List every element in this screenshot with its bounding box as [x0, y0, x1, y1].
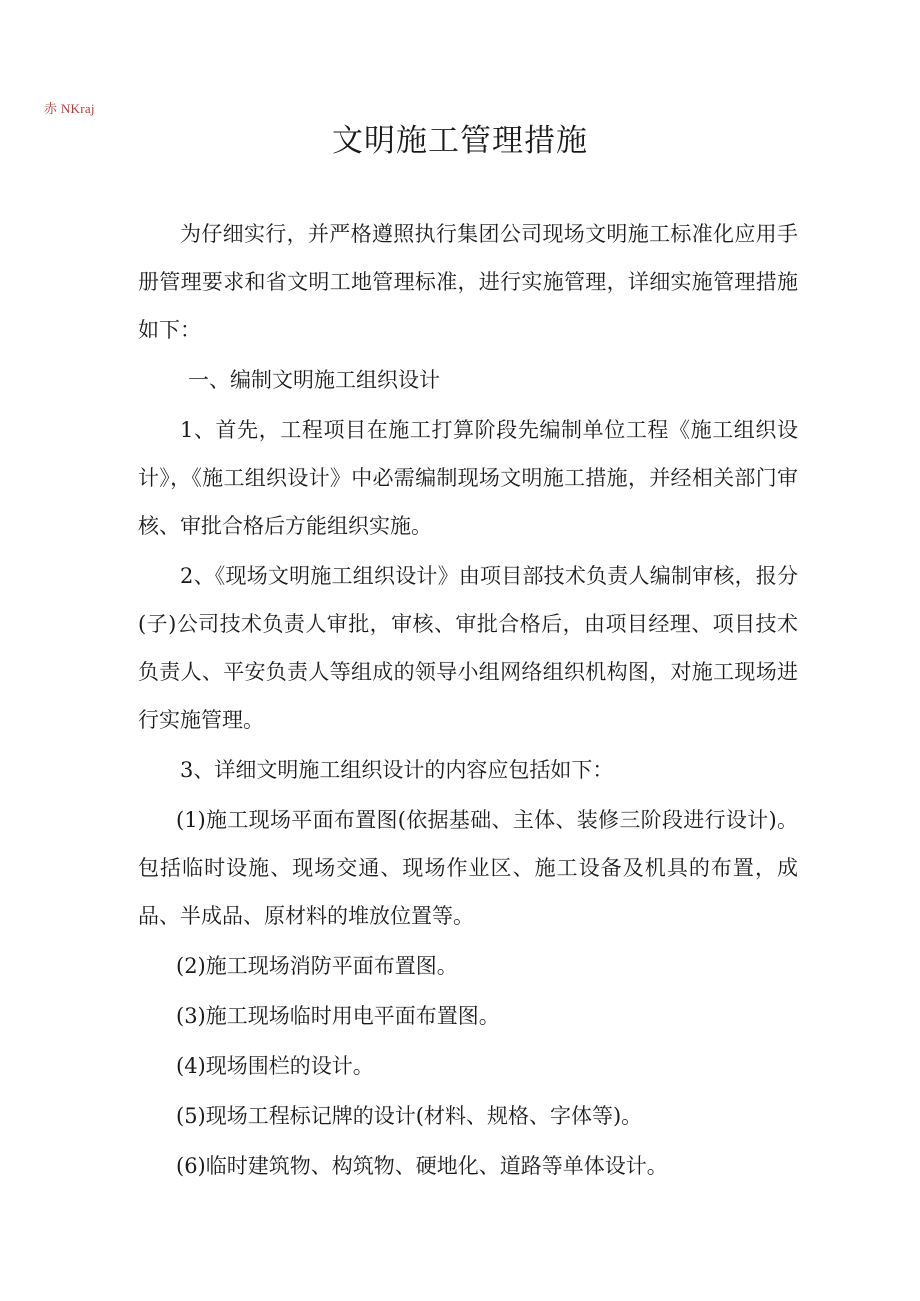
sub-item-5: (5)现场工程标记牌的设计(材料、规格、字体等)。: [176, 1104, 643, 1128]
intro-paragraph: 为仔细实行，并严格遵照执行集团公司现场文明施工标准化应用手册管理要求和省文明工地管理标准，进行实施管理，详细实施管理措施如下：: [138, 222, 798, 342]
list-item-3: 3、详细文明施工组织设计的内容应包括如下：: [180, 758, 614, 782]
sub-item-3: (3)施工现场临时用电平面布置图。: [176, 1004, 500, 1028]
sub-item-4: (4)现场围栏的设计。: [176, 1054, 374, 1078]
sub-item-2: (2)施工现场消防平面布置图。: [176, 954, 458, 978]
header-mark: 赤 NKraj: [44, 101, 95, 116]
page-title: 文明施工管理措施: [332, 123, 588, 159]
sub-item-6: (6)临时建筑物、构筑物、硬地化、道路等单体设计。: [176, 1154, 668, 1178]
list-item-2: 2、《现场文明施工组织设计》由项目部技术负责人编制审核，报分(子)公司技术负责人审批，审核、审批合格后，由项目经理、项目技术负责人、平安负责人等组成的领导小组网络组织机构图，对施工现场进行实施管理。: [138, 564, 798, 732]
sub-item-1: (1)施工现场平面布置图(依据基础、主体、装修三阶段进行设计)。包括临时设施、现场交通、现场作业区、施工设备及机具的布置，成品、半成品、原材料的堆放位置等。: [138, 808, 798, 928]
section-heading: 一、编制文明施工组织设计: [188, 368, 440, 392]
document-body: [138, 210, 798, 1192]
list-item-1: 1、首先，工程项目在施工打算阶段先编制单位工程《施工组织设计》，《施工组织设计》中必需编制现场文明施工措施，并经相关部门审核、审批合格后方能组织实施。: [138, 418, 798, 538]
